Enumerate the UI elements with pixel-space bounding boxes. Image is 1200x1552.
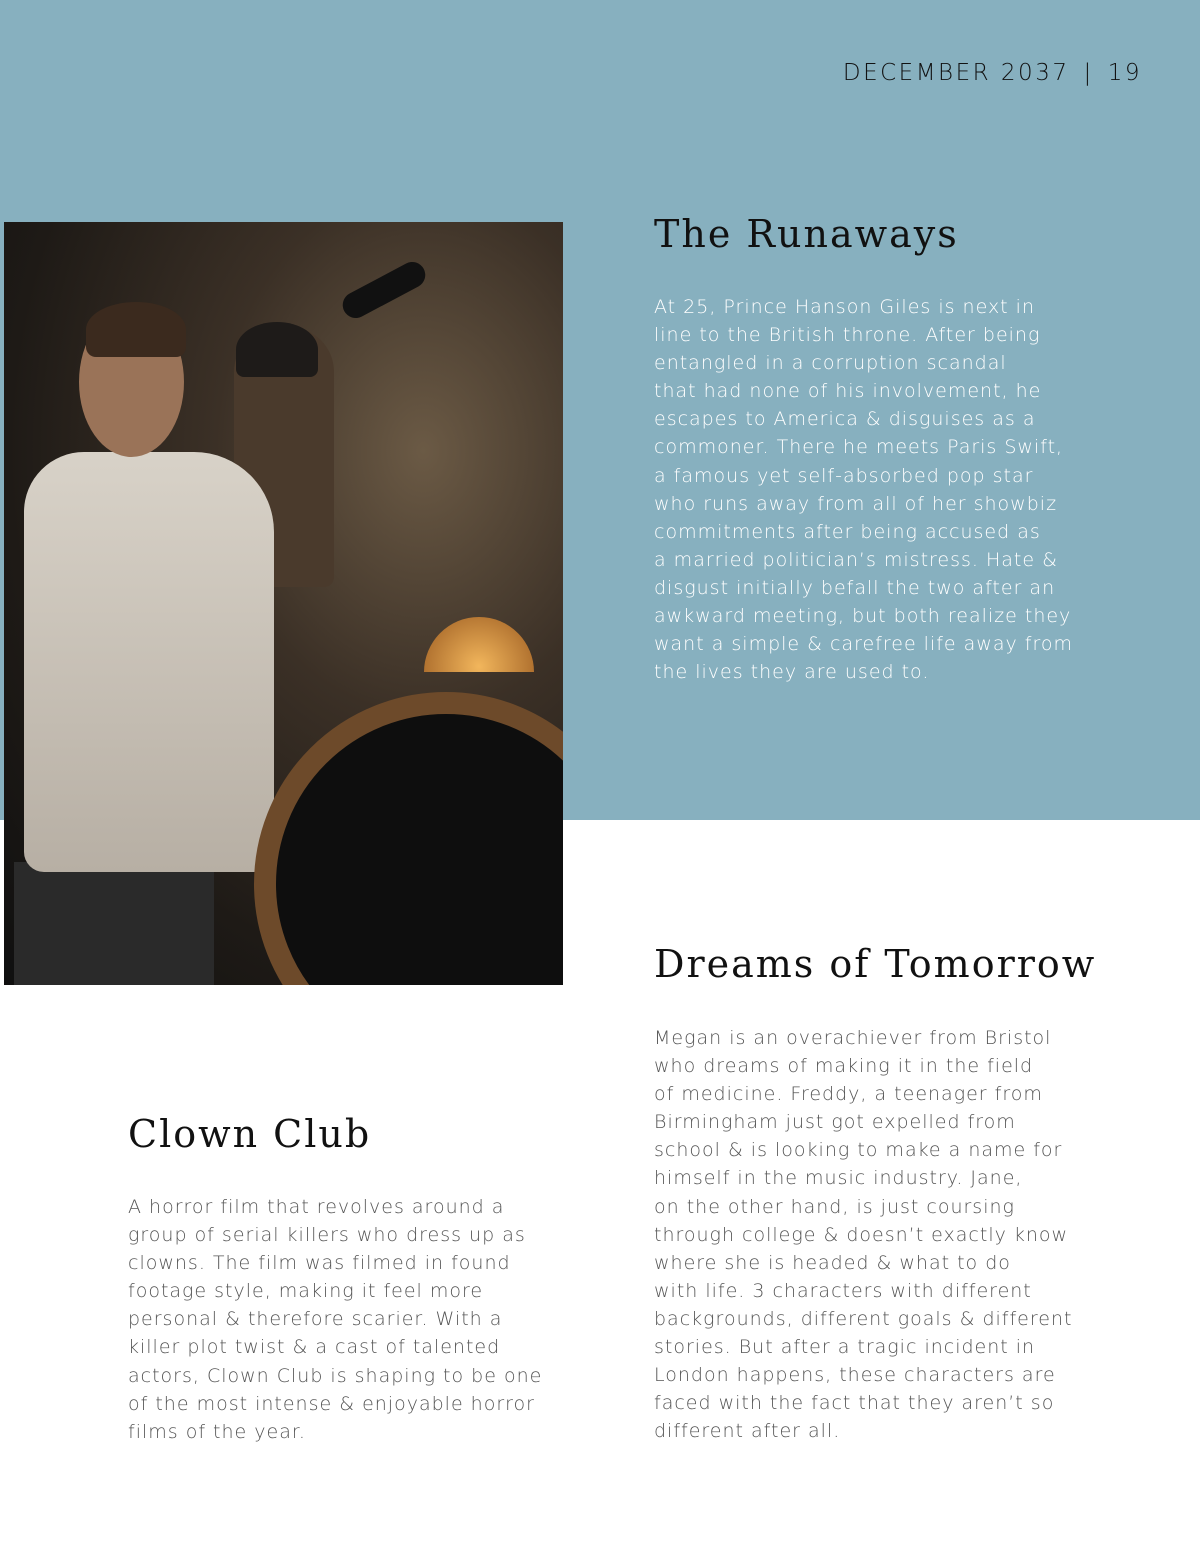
body-line: of the most intense & enjoyable horror xyxy=(128,1392,535,1415)
body-line: a married politician’s mistress. Hate & xyxy=(654,548,1058,571)
body-line: the lives they are used to. xyxy=(654,661,930,684)
beanie xyxy=(236,322,318,377)
article-title-clown-club: Clown Club xyxy=(128,1112,372,1156)
body-line: through college & doesn’t exactly know xyxy=(654,1223,1069,1246)
separator: | xyxy=(1083,60,1094,86)
headphones xyxy=(254,692,563,985)
body-line: himself in the music industry. Jane, xyxy=(654,1167,1023,1190)
body-line: clowns. The film was filmed in found xyxy=(128,1252,511,1275)
body-line: faced with the fact that they aren’t so xyxy=(654,1392,1055,1415)
body-line: awkward meeting, but both realize they xyxy=(654,605,1072,628)
body-line: killer plot twist & a cast of talented xyxy=(128,1336,501,1359)
lamp xyxy=(424,617,534,672)
article-title-dreams: Dreams of Tomorrow xyxy=(654,942,1097,986)
man-shirt xyxy=(24,452,274,872)
man-hair xyxy=(86,302,186,357)
body-line: that had none of his involvement, he xyxy=(654,380,1042,403)
body-line: who runs away from all of her showbiz xyxy=(654,492,1058,515)
legs xyxy=(14,862,214,985)
article-body-runaways xyxy=(654,293,1073,686)
body-line: Birmingham just got expelled from xyxy=(654,1111,1016,1134)
body-line: Megan is an overachiever from Bristol xyxy=(654,1027,1052,1049)
body-line: group of serial killers who dress up as xyxy=(128,1224,526,1247)
film-set-photo xyxy=(4,222,563,985)
body-line: different after all. xyxy=(654,1420,841,1443)
article-body-clown-club xyxy=(128,1193,542,1446)
body-line: backgrounds, different goals & different xyxy=(654,1307,1073,1330)
body-line: commitments after being accused as xyxy=(654,520,1041,543)
body-line: with life. 3 characters with different xyxy=(654,1279,1032,1302)
body-line: A horror film that revolves around a xyxy=(128,1196,505,1218)
body-line: actors, Clown Club is shaping to be one xyxy=(128,1364,543,1387)
body-line: footage style, making it feel more xyxy=(128,1280,484,1303)
body-line: want a simple & carefree life away from xyxy=(654,633,1073,656)
body-line: personal & therefore scarier. With a xyxy=(128,1308,503,1331)
body-line: stories. But after a tragic incident in xyxy=(654,1336,1036,1359)
body-line: London happens, these characters are xyxy=(654,1364,1056,1387)
body-line: where she is headed & what to do xyxy=(654,1251,1011,1274)
article-body-dreams xyxy=(654,1024,1072,1445)
body-line: school & is looking to make a name for xyxy=(654,1139,1063,1162)
body-line: a famous yet self-absorbed pop star xyxy=(654,464,1034,487)
body-line: commoner. There he meets Paris Swift, xyxy=(654,436,1064,459)
body-line: who dreams of making it in the field xyxy=(654,1055,1034,1078)
issue-date: DECEMBER 2037 xyxy=(842,60,1070,86)
body-line: disgust initially befall the two after an xyxy=(654,576,1056,599)
body-line: films of the year. xyxy=(128,1420,306,1443)
boom-mic xyxy=(338,257,430,322)
body-line: entangled in a corruption scandal xyxy=(654,352,1007,375)
page-number: 19 xyxy=(1107,60,1142,86)
body-line: At 25, Prince Hanson Giles is next in xyxy=(654,296,1035,318)
body-line: escapes to America & disguises as a xyxy=(654,408,1036,431)
body-line: on the other hand, is just coursing xyxy=(654,1195,1015,1218)
page-header xyxy=(843,60,1142,86)
body-line: of medicine. Freddy, a teenager from xyxy=(654,1083,1043,1106)
article-title-runaways: The Runaways xyxy=(654,212,959,256)
body-line: line to the British throne. After being xyxy=(654,324,1041,347)
